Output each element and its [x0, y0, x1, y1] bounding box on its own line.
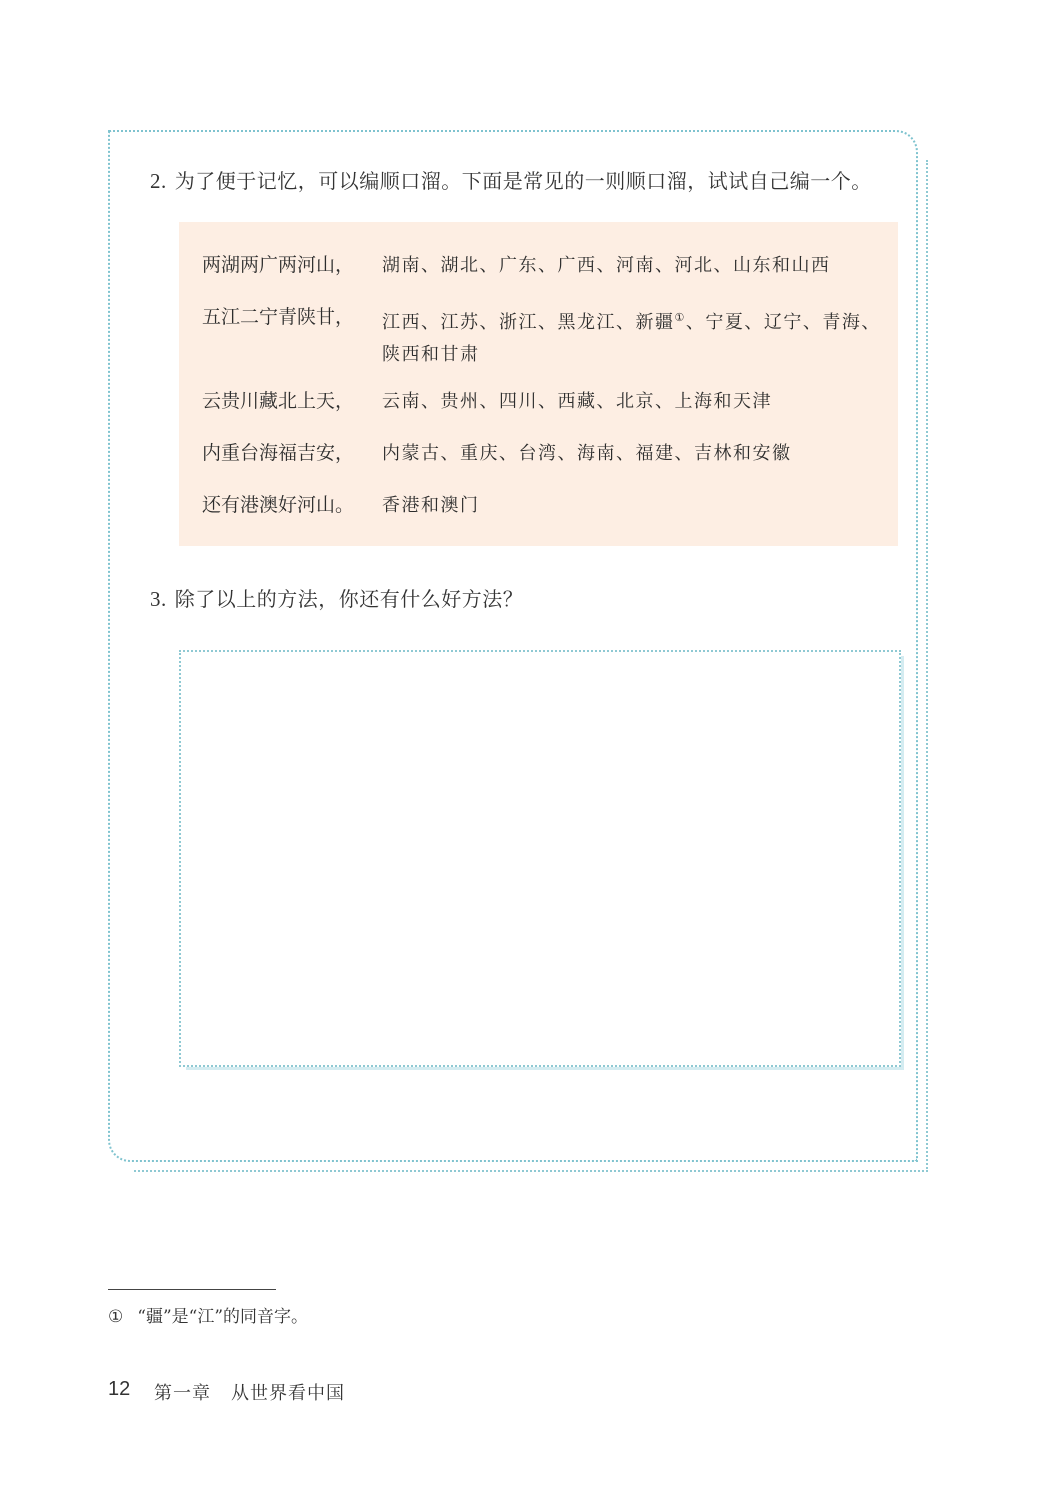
rhyme-provinces	[382, 302, 882, 371]
question-2	[150, 165, 872, 194]
rhyme-line: 还有港澳好河山。	[202, 494, 355, 516]
rhyme-box	[179, 222, 898, 546]
page-number: 12	[108, 1378, 131, 1400]
rhyme-provinces: 湖南、湖北、广东、广西、河南、河北、山东和山西	[382, 255, 831, 276]
footnote	[108, 1302, 308, 1327]
rhyme-line: 两湖两广两河山，	[202, 254, 355, 276]
answer-box[interactable]	[179, 650, 901, 1067]
provinces-part-a: 江西、江苏、浙江、黑龙江、新疆	[382, 312, 675, 333]
question-text: 为了便于记忆，可以编顺口溜。下面是常见的一则顺口溜，试试自己编一个。	[174, 169, 872, 193]
footnote-text: “疆”是“江”的同音字。	[137, 1307, 309, 1327]
footnote-divider	[108, 1289, 276, 1290]
provinces-part-b: 、宁夏、辽宁、青海、陕西和甘肃	[382, 312, 881, 365]
rhyme-provinces: 云南、贵州、四川、西藏、北京、上海和天津	[382, 391, 772, 412]
footnote-mark: ①	[108, 1307, 124, 1327]
rhyme-line: 内重台海福吉安，	[202, 442, 355, 464]
question-number: 2.	[150, 169, 167, 193]
question-number: 3.	[150, 587, 167, 611]
chapter-heading	[154, 1379, 345, 1405]
question-3	[150, 583, 523, 612]
chapter-title: 从世界看中国	[231, 1383, 345, 1404]
rhyme-line: 云贵川藏北上天，	[202, 390, 355, 412]
rhyme-line: 五江二宁青陕甘，	[202, 306, 355, 328]
chapter-label: 第一章	[154, 1383, 211, 1404]
rhyme-provinces: 内蒙古、重庆、台湾、海南、福建、吉林和安徽	[382, 443, 792, 464]
rhyme-provinces: 香港和澳门	[382, 495, 480, 516]
footnote-reference: ①	[674, 311, 686, 324]
question-text: 除了以上的方法，你还有什么好方法？	[174, 587, 524, 611]
